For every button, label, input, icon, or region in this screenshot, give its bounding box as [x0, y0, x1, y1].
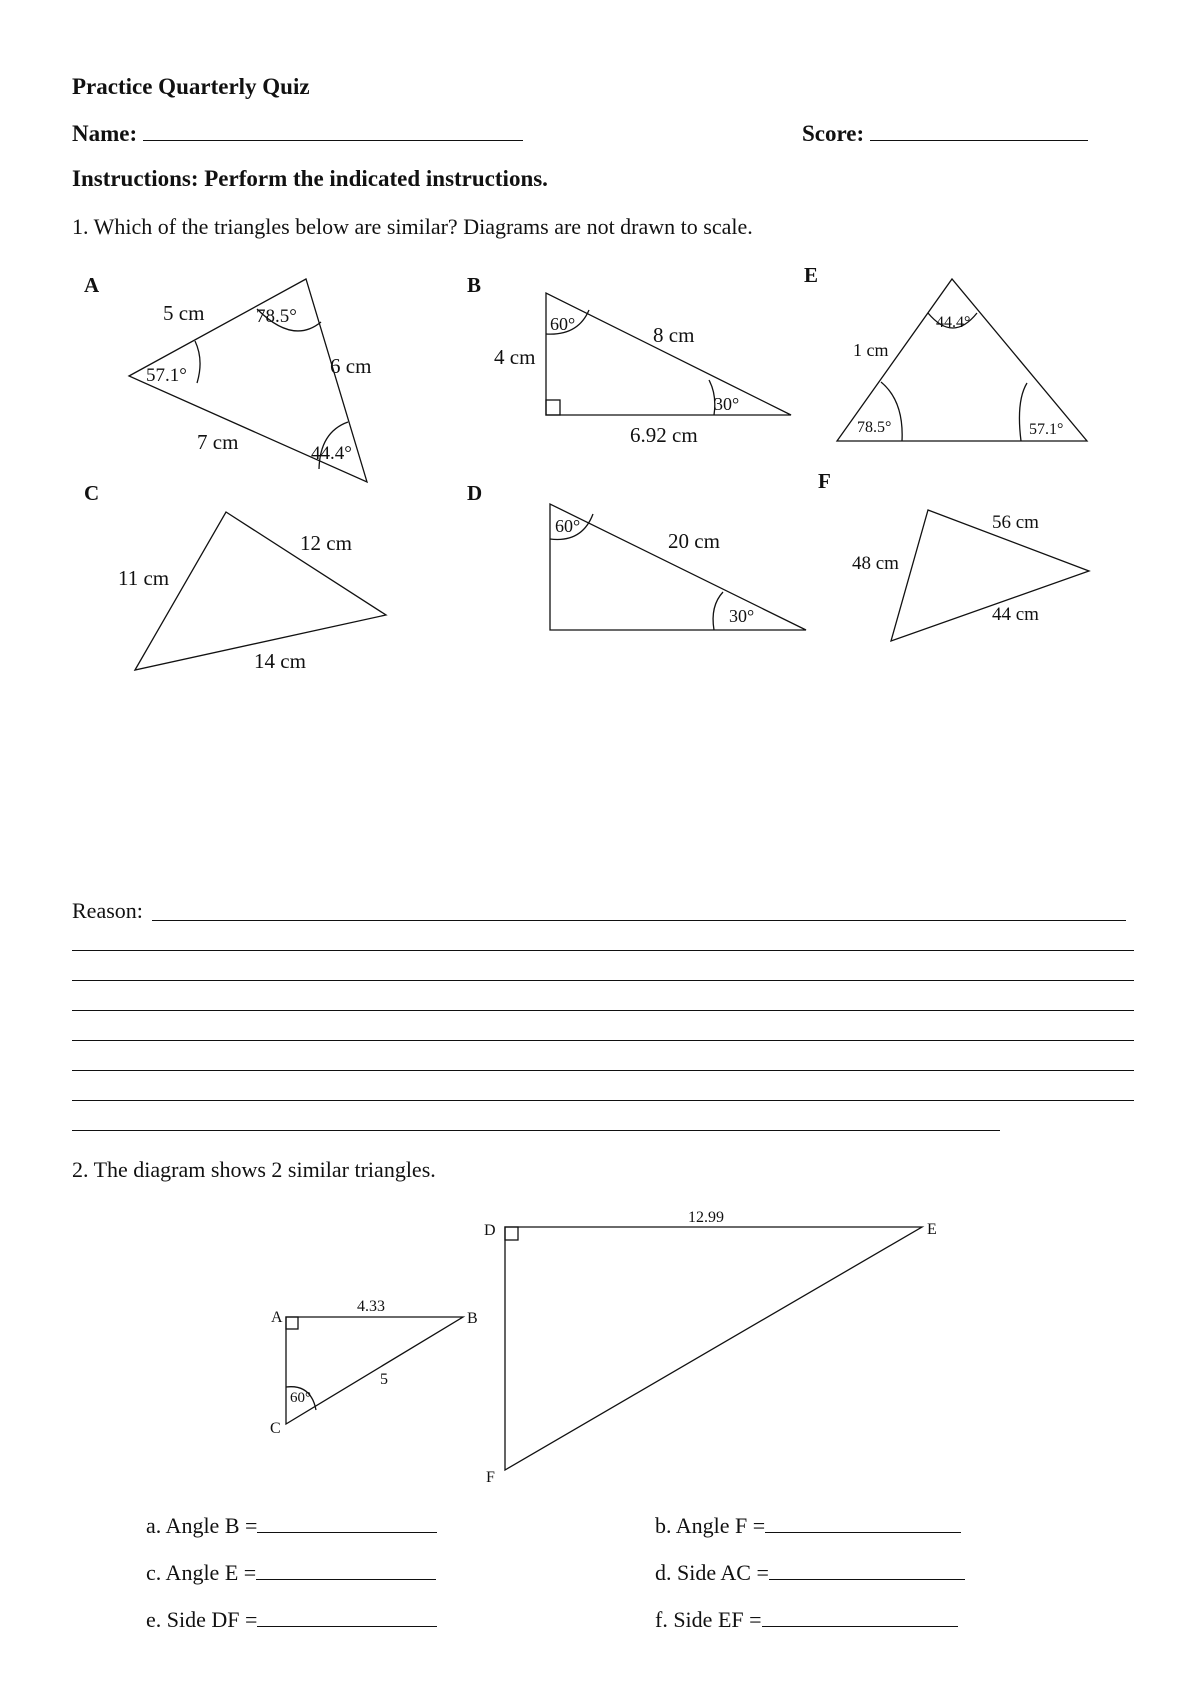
triangle-e-letter: E: [804, 263, 819, 287]
triangle-a-side-7: 7 cm: [197, 430, 239, 454]
page-title: Practice Quarterly Quiz: [72, 74, 310, 99]
triangle-abc-shape: [286, 1317, 463, 1424]
triangle-b-letter: B: [467, 273, 482, 297]
vertex-c-label: C: [270, 1420, 281, 1437]
answer-b: [655, 1512, 961, 1539]
triangle-d-angle-60: 60°: [555, 516, 581, 536]
answer-a-blank[interactable]: [257, 1512, 437, 1533]
answer-d: [655, 1559, 965, 1586]
answer-f-blank[interactable]: [762, 1606, 958, 1627]
triangle-c-side-12: 12 cm: [300, 531, 352, 555]
triangle-def-shape: [505, 1227, 922, 1470]
vertex-b-label: B: [467, 1310, 478, 1327]
answer-b-label: b. Angle F =: [655, 1513, 766, 1538]
triangle-e-angle-top: 44.4°: [936, 314, 971, 331]
triangle-e-angle-right: 57.1°: [1029, 421, 1064, 438]
triangle-c-side-11: 11 cm: [118, 566, 170, 590]
name-label: Name:: [72, 121, 138, 146]
triangle-b-side-4: 4 cm: [494, 345, 536, 369]
answer-d-blank[interactable]: [769, 1559, 965, 1580]
triangle-d-letter: D: [467, 481, 483, 505]
triangle-e-side-1: 1 cm: [853, 340, 889, 360]
answer-c-blank[interactable]: [256, 1559, 436, 1580]
triangle-c-side-14: 14 cm: [254, 649, 306, 673]
triangle-a-side-6: 6 cm: [330, 354, 372, 378]
triangle-a-side-5: 5 cm: [163, 301, 205, 325]
vertex-a-label: A: [271, 1309, 283, 1326]
triangle-d-side-20: 20 cm: [668, 529, 720, 553]
triangle-a-angle-bottom: 44.4°: [311, 443, 352, 464]
triangle-d-angle-30: 30°: [729, 606, 755, 626]
answer-e-label: e. Side DF =: [146, 1607, 258, 1632]
answer-f: [655, 1606, 958, 1633]
triangle-e-angle-left: 78.5°: [857, 419, 892, 436]
triangle-f-letter: F: [818, 469, 831, 493]
angle-c-label: 60°: [290, 1390, 311, 1406]
vertex-e-label: E: [927, 1221, 937, 1238]
instructions: Instructions: Perform the indicated instructions.: [72, 166, 548, 191]
answer-f-label: f. Side EF =: [655, 1607, 762, 1632]
vertex-d-label: D: [484, 1222, 496, 1239]
side-de-label: 12.99: [688, 1209, 724, 1226]
side-ab-label: 4.33: [357, 1298, 385, 1315]
triangle-a-angle-top: 78.5°: [256, 306, 297, 327]
answer-b-blank[interactable]: [765, 1512, 961, 1533]
triangle-b-angle-60: 60°: [550, 314, 576, 334]
triangle-f-side-44: 44 cm: [992, 604, 1039, 625]
answer-e-blank[interactable]: [257, 1606, 437, 1627]
triangle-c-letter: C: [84, 481, 100, 505]
reason-label: Reason:: [72, 898, 143, 923]
answer-c: [146, 1559, 436, 1586]
triangle-f-side-48: 48 cm: [852, 553, 899, 574]
score-label: Score:: [802, 121, 865, 146]
answer-e: [146, 1606, 437, 1633]
vertex-f-label: F: [486, 1469, 495, 1486]
answer-a: [146, 1512, 437, 1539]
question-2-text: 2. The diagram shows 2 similar triangles.: [72, 1157, 436, 1182]
triangle-b-angle-30: 30°: [714, 394, 740, 414]
answer-d-label: d. Side AC =: [655, 1560, 769, 1585]
triangle-a-angle-left: 57.1°: [146, 365, 187, 386]
triangle-a-letter: A: [84, 273, 100, 297]
side-bc-label: 5: [380, 1371, 388, 1388]
triangle-b-side-692: 6.92 cm: [630, 423, 698, 447]
question-1-text: 1. Which of the triangles below are similar? Diagrams are not drawn to scale.: [72, 214, 753, 239]
triangle-f-side-56: 56 cm: [992, 512, 1039, 533]
answer-a-label: a. Angle B =: [146, 1513, 258, 1538]
triangle-b-side-8: 8 cm: [653, 323, 695, 347]
answer-c-label: c. Angle E =: [146, 1560, 257, 1585]
